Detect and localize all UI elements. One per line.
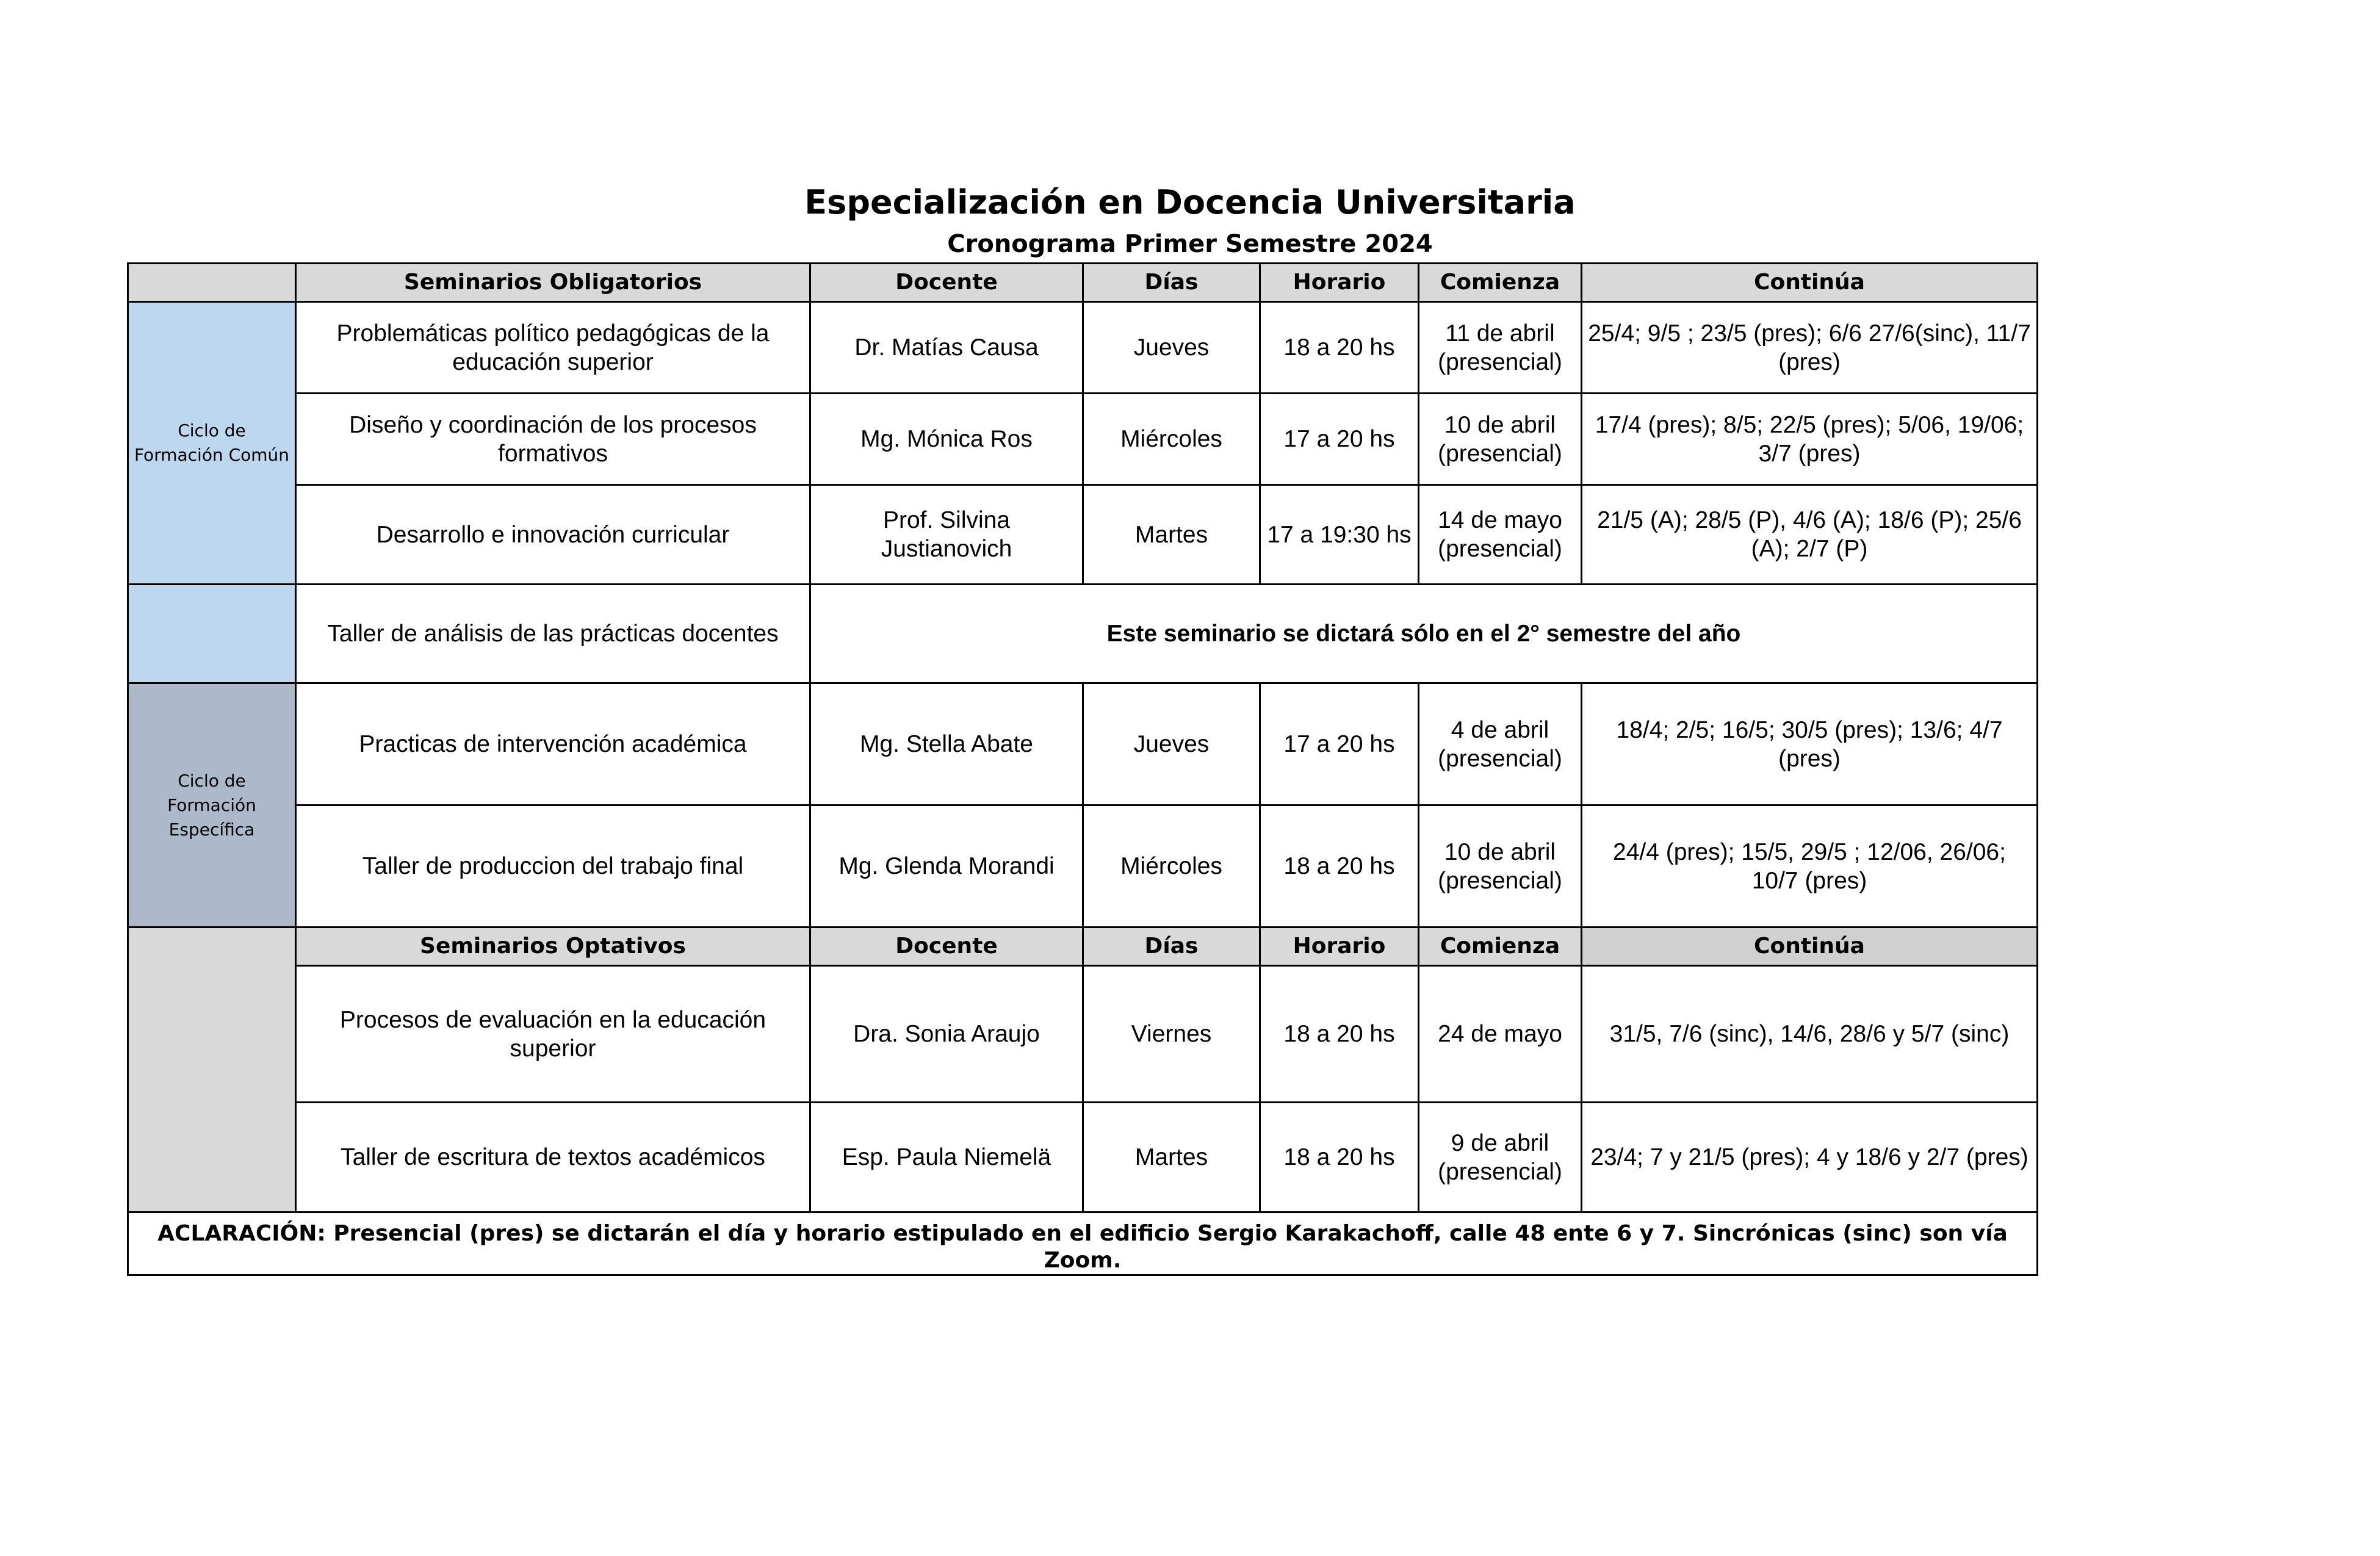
header-continua: Continúa: [1582, 264, 2038, 302]
comienza-cell: 10 de abril (presencial): [1419, 394, 1582, 485]
header-dias: Días: [1083, 927, 1260, 966]
seminario-cell: Taller de produccion del trabajo final: [296, 805, 810, 927]
seminario-cell: Practicas de intervención académica: [296, 683, 810, 805]
header-empty-cell: [128, 264, 296, 302]
header-docente: Docente: [810, 927, 1083, 966]
table-row: [128, 966, 2038, 1103]
cycle-color-cell: [128, 585, 296, 683]
seminario-cell: Taller de análisis de las prácticas docentes: [296, 585, 810, 683]
seminario-cell: Procesos de evaluación en la educación superior: [296, 966, 810, 1103]
horario-cell: 18 a 20 hs: [1260, 1103, 1419, 1212]
table-row: [128, 805, 2038, 927]
docente-cell: Mg. Stella Abate: [810, 683, 1083, 805]
dias-cell: Jueves: [1083, 302, 1260, 394]
comienza-cell: 14 de mayo (presencial): [1419, 485, 1582, 585]
header-seminarios-obligatorios: Seminarios Obligatorios: [296, 264, 810, 302]
footer-row: [128, 1212, 2038, 1275]
header-row-obligatorios: [128, 264, 2038, 302]
table-row: [128, 485, 2038, 585]
header-comienza: Comienza: [1419, 927, 1582, 966]
docente-cell: Dra. Sonia Araujo: [810, 966, 1083, 1103]
horario-cell: 18 a 20 hs: [1260, 805, 1419, 927]
cycle-color-cell-optativos: [128, 927, 296, 1212]
dias-cell: Martes: [1083, 1103, 1260, 1212]
header-dias: Días: [1083, 264, 1260, 302]
header-docente: Docente: [810, 264, 1083, 302]
horario-cell: 17 a 19:30 hs: [1260, 485, 1419, 585]
docente-cell: Mg. Glenda Morandi: [810, 805, 1083, 927]
horario-cell: 18 a 20 hs: [1260, 966, 1419, 1103]
dias-cell: Jueves: [1083, 683, 1260, 805]
document-subtitle: Cronograma Primer Semestre 2024: [947, 230, 1433, 258]
continua-cell: 23/4; 7 y 21/5 (pres); 4 y 18/6 y 2/7 (pres): [1582, 1103, 2038, 1212]
docente-cell: Dr. Matías Causa: [810, 302, 1083, 394]
horario-cell: 17 a 20 hs: [1260, 683, 1419, 805]
continua-cell: 24/4 (pres); 15/5, 29/5 ; 12/06, 26/06; 10/7 (pres): [1582, 805, 2038, 927]
dias-cell: Miércoles: [1083, 805, 1260, 927]
cycle-label-especifica: Ciclo de Formación Específica: [128, 683, 296, 927]
table-row: [128, 302, 2038, 394]
continua-cell: 25/4; 9/5 ; 23/5 (pres); 6/6 27/6(sinc), 11/7 (pres): [1582, 302, 2038, 394]
horario-cell: 18 a 20 hs: [1260, 302, 1419, 394]
table-row: [128, 585, 2038, 683]
header-horario: Horario: [1260, 927, 1419, 966]
comienza-cell: 11 de abril (presencial): [1419, 302, 1582, 394]
seminario-cell: Diseño y coordinación de los procesos formativos: [296, 394, 810, 485]
comienza-cell: 4 de abril (presencial): [1419, 683, 1582, 805]
dias-cell: Miércoles: [1083, 394, 1260, 485]
comienza-cell: 9 de abril (presencial): [1419, 1103, 1582, 1212]
header-comienza: Comienza: [1419, 264, 1582, 302]
table-row: [128, 683, 2038, 805]
docente-cell: Esp. Paula Niemelä: [810, 1103, 1083, 1212]
continua-cell: 21/5 (A); 28/5 (P), 4/6 (A); 18/6 (P); 25/6 (A); 2/7 (P): [1582, 485, 2038, 585]
header-seminarios-optativos: Seminarios Optativos: [296, 927, 810, 966]
header-continua: Continúa: [1582, 927, 2038, 966]
cycle-label-comun: Ciclo de Formación Común: [128, 302, 296, 585]
footer-note: ACLARACIÓN: Presencial (pres) se dictarán el día y horario estipulado en el edificio Sergio Karakachoff, calle 48 ente 6 y 7. Sincrónicas (sinc) son vía Zoom.: [128, 1212, 2038, 1275]
continua-cell: 17/4 (pres); 8/5; 22/5 (pres); 5/06, 19/06; 3/7 (pres): [1582, 394, 2038, 485]
comienza-cell: 10 de abril (presencial): [1419, 805, 1582, 927]
schedule-table: [127, 262, 2038, 1276]
table-row: [128, 394, 2038, 485]
document-title: Especialización en Docencia Universitaria: [804, 183, 1576, 222]
docente-cell: Mg. Mónica Ros: [810, 394, 1083, 485]
semester-note: Este seminario se dictará sólo en el 2° semestre del año: [810, 585, 2038, 683]
dias-cell: Viernes: [1083, 966, 1260, 1103]
horario-cell: 17 a 20 hs: [1260, 394, 1419, 485]
header-horario: Horario: [1260, 264, 1419, 302]
dias-cell: Martes: [1083, 485, 1260, 585]
table-row: [128, 1103, 2038, 1212]
header-row-optativos: [128, 927, 2038, 966]
seminario-cell: Desarrollo e innovación curricular: [296, 485, 810, 585]
seminario-cell: Problemáticas político pedagógicas de la educación superior: [296, 302, 810, 394]
docente-cell: Prof. Silvina Justianovich: [810, 485, 1083, 585]
comienza-cell: 24 de mayo: [1419, 966, 1582, 1103]
seminario-cell: Taller de escritura de textos académicos: [296, 1103, 810, 1212]
continua-cell: 31/5, 7/6 (sinc), 14/6, 28/6 y 5/7 (sinc): [1582, 966, 2038, 1103]
continua-cell: 18/4; 2/5; 16/5; 30/5 (pres); 13/6; 4/7 (pres): [1582, 683, 2038, 805]
